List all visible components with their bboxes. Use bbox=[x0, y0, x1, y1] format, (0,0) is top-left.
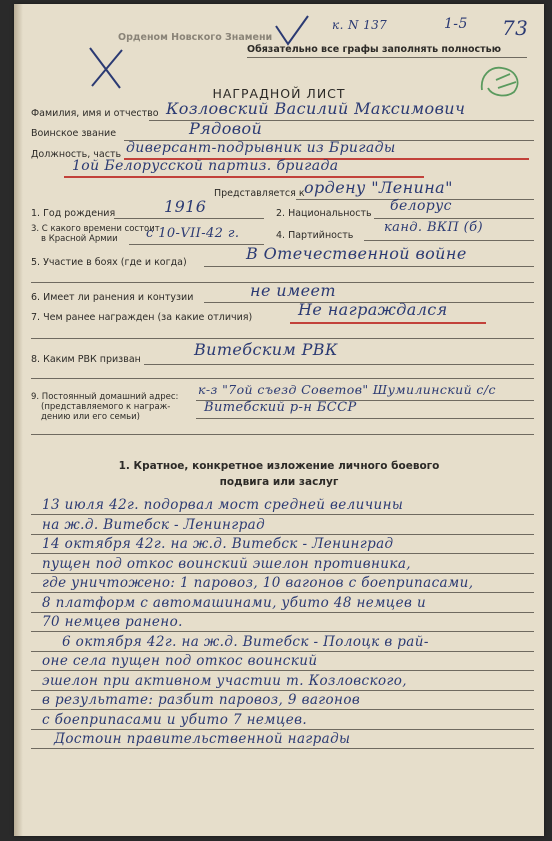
presented-label: Представляется к bbox=[214, 188, 305, 199]
battles-label: 5. Участие в боях (где и когда) bbox=[31, 257, 187, 268]
narrative-line: с боеприпасами и убито 7 немцев. bbox=[42, 711, 308, 728]
narrative-rule bbox=[31, 553, 534, 554]
address-line-2 bbox=[196, 418, 534, 419]
narrative-rule bbox=[31, 612, 534, 613]
rank-label: Воинское звание bbox=[31, 128, 117, 139]
narrative-line: 70 немцев ранено. bbox=[42, 614, 183, 630]
address-value-2: Витебский р-н БССР bbox=[204, 400, 357, 415]
top-right-mark: 1-5 bbox=[444, 16, 468, 32]
section-heading-2: подвига или заслуг bbox=[219, 476, 339, 488]
rvk-value: Витебским РВК bbox=[194, 340, 338, 359]
address-label-3: дению или его семьи) bbox=[41, 412, 140, 422]
awards-label: 7. Чем ранее награжден (за какие отличия) bbox=[31, 312, 253, 323]
birth-year-line bbox=[114, 218, 264, 219]
narrative-line: оне села пущен под откос воинский bbox=[42, 653, 318, 669]
position-label: Должность, часть bbox=[31, 149, 122, 160]
rank-value: Рядовой bbox=[189, 119, 263, 138]
birth-year-label: 1. Год рождения bbox=[31, 208, 116, 219]
name-label: Фамилия, имя и отчество bbox=[31, 108, 159, 119]
section-heading-1: 1. Кратное, конкретное изложение личного боевого bbox=[118, 460, 440, 472]
narrative-rule bbox=[31, 514, 534, 515]
narrative-line: Достоин правительственной награды bbox=[54, 731, 351, 747]
award-sheet-page bbox=[14, 4, 544, 836]
army-since-label-1: 3. С какого времени состоит bbox=[31, 224, 160, 234]
narrative-line: пущен под откос воинский эшелон противника, bbox=[42, 555, 411, 572]
party-label: 4. Партийность bbox=[276, 230, 354, 241]
rvk-line-2 bbox=[31, 378, 534, 379]
narrative-line: эшелон при активном участии т. Козловского, bbox=[42, 672, 407, 689]
narrative-rule bbox=[31, 573, 534, 574]
narrative-line: на ж.д. Витебск - Ленинград bbox=[42, 516, 266, 533]
cross-mark-icon bbox=[86, 44, 126, 92]
party-value: канд. ВКП (б) bbox=[384, 220, 483, 235]
narrative-line: 8 платформ с автомашинами, убито 48 немцев и bbox=[42, 594, 427, 611]
address-label-1: 9. Постоянный домашний адрес: bbox=[31, 392, 179, 402]
narrative-line: 13 июля 42г. подорвал мост средней величины bbox=[42, 497, 404, 513]
presented-value: ордену "Ленина" bbox=[304, 178, 453, 197]
awards-value: Не награждался bbox=[298, 300, 448, 319]
check-mark-icon bbox=[272, 14, 312, 48]
sheet-number: 73 bbox=[502, 16, 529, 40]
notice-underline bbox=[247, 57, 527, 58]
army-since-label-2: в Красной Армии bbox=[41, 234, 118, 244]
awards-redline bbox=[290, 322, 486, 324]
position-value-2: 1ой Белорусской партиз. бригада bbox=[72, 158, 339, 174]
narrative-rule bbox=[31, 709, 534, 710]
narrative-rule bbox=[31, 690, 534, 691]
narrative-line: 6 октября 42г. на ж.д. Витебск - Полоцк в рай- bbox=[62, 633, 429, 650]
wounds-label: 6. Имеет ли ранения и контузии bbox=[31, 292, 194, 303]
party-line bbox=[364, 240, 534, 241]
army-since-line bbox=[129, 244, 264, 245]
rvk-label: 8. Каким РВК призван bbox=[31, 354, 141, 365]
archive-mark: к. N 137 bbox=[332, 18, 388, 32]
battles-line-1 bbox=[204, 266, 534, 267]
narrative-rule bbox=[31, 592, 534, 593]
narrative-rule bbox=[31, 748, 534, 749]
nationality-value: белорус bbox=[390, 198, 452, 214]
nationality-label: 2. Национальность bbox=[276, 208, 372, 219]
position-value-1: диверсант-подрывник из Бригады bbox=[126, 140, 396, 156]
address-line-3 bbox=[31, 434, 534, 435]
rvk-line bbox=[144, 364, 534, 365]
order-faded-label: Орденом Новского Знамени bbox=[118, 32, 273, 43]
narrative-rule bbox=[31, 651, 534, 652]
narrative-rule bbox=[31, 729, 534, 730]
awards-line-2 bbox=[31, 338, 534, 339]
narrative-rule bbox=[31, 534, 534, 535]
narrative-rule bbox=[31, 670, 534, 671]
birth-year-value: 1916 bbox=[164, 197, 207, 216]
army-since-value: с 10-VII-42 г. bbox=[146, 226, 240, 241]
narrative-rule bbox=[31, 631, 534, 632]
notice-label: Обязательно все графы заполнять полностью bbox=[247, 44, 501, 55]
narrative-line: где уничтожено: 1 паровоз, 10 вагонов с боеприпасами, bbox=[42, 575, 474, 591]
address-label-2: (представляемого к награж- bbox=[41, 402, 171, 412]
battles-value: В Отечественной войне bbox=[246, 244, 467, 263]
document-title: НАГРАДНОЙ ЛИСТ bbox=[212, 86, 346, 101]
wounds-value: не имеет bbox=[250, 281, 336, 300]
narrative-line: 14 октября 42г. на ж.д. Витебск - Ленинград bbox=[42, 536, 394, 552]
narrative-line: в результате: разбит паровоз, 9 вагонов bbox=[42, 692, 361, 708]
nationality-line bbox=[374, 218, 534, 219]
address-value-1: к-з "7ой съезд Советов" Шумилинский с/с bbox=[198, 382, 496, 397]
name-value: Козловский Василий Максимович bbox=[166, 99, 466, 118]
